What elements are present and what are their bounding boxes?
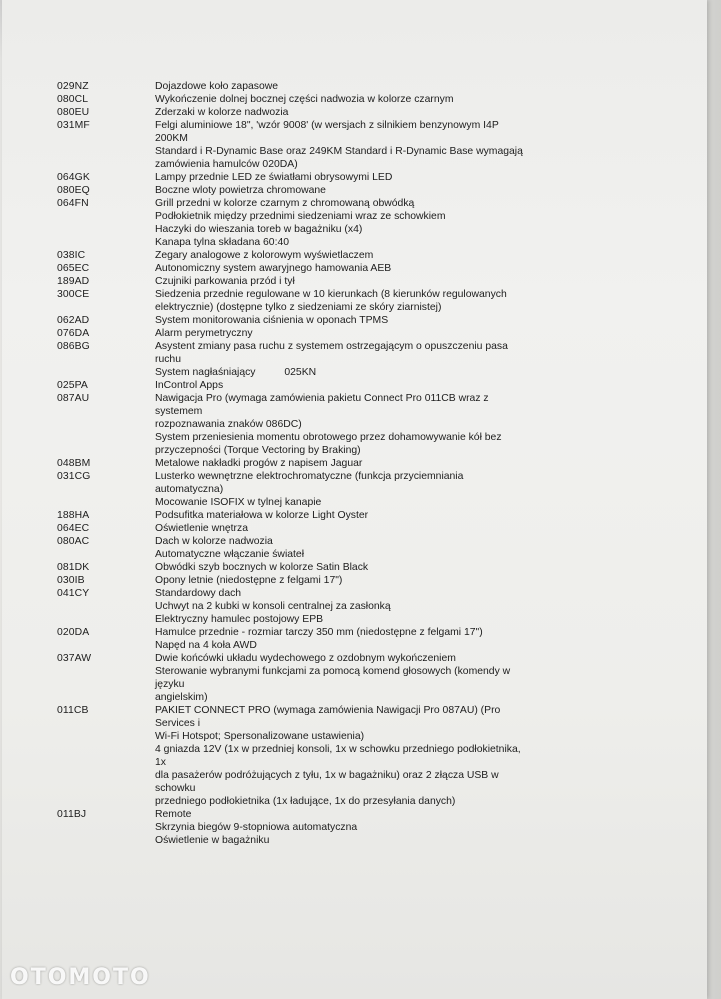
description-line: Hamulce przednie - rozmiar tarczy 350 mm (niedostępne z felgami 17")	[155, 627, 483, 638]
description-line: InControl Apps	[155, 380, 224, 391]
list-item	[2, 210, 562, 223]
option-description	[155, 236, 527, 249]
option-description	[155, 288, 527, 314]
list-item	[2, 184, 562, 197]
option-code: 029NZ	[57, 81, 89, 92]
description-line: Czujniki parkowania przód i tył	[155, 276, 295, 287]
description-line: przedniego podłokietnika (1x ładujące, 1x do przesyłania danych)	[155, 796, 456, 807]
option-description	[155, 171, 527, 184]
option-description	[155, 327, 527, 340]
option-code: 064EC	[57, 523, 90, 534]
description-line: Kanapa tylna składana 60:40	[155, 237, 290, 248]
list-item	[2, 392, 562, 457]
option-code: 086BG	[57, 341, 90, 352]
option-code: 080EU	[57, 107, 90, 118]
list-item	[2, 314, 562, 327]
description-line: Dojazdowe koło zapasowe	[155, 81, 279, 92]
list-item	[2, 509, 562, 522]
option-description	[155, 80, 527, 93]
list-item	[2, 457, 562, 470]
description-line: Haczyki do wieszania toreb w bagażniku (x4)	[155, 224, 363, 235]
list-item	[2, 327, 562, 340]
list-item	[2, 106, 562, 119]
description-line: angielskim)	[155, 692, 208, 703]
description-line: Alarm perymetryczny	[155, 328, 253, 339]
option-code: 011BJ	[57, 809, 87, 820]
option-description	[155, 522, 527, 535]
list-item	[2, 379, 562, 392]
list-item	[2, 522, 562, 535]
option-description	[155, 275, 527, 288]
description-line: Lampy przednie LED ze światłami obrysowymi LED	[155, 172, 393, 183]
description-line: rozpoznawania znaków 086DC)	[155, 419, 302, 430]
option-description	[155, 340, 527, 379]
list-item	[2, 288, 562, 314]
option-description	[155, 379, 527, 392]
equipment-list	[2, 80, 562, 847]
option-code: 025PA	[57, 380, 88, 391]
description-line: Standard i R-Dynamic Base oraz 249KM Standard i R-Dynamic Base wymagają	[155, 146, 523, 157]
option-description	[155, 262, 527, 275]
list-item	[2, 652, 562, 704]
description-line: Wi-Fi Hotspot; Spersonalizowane ustawienia)	[155, 731, 365, 742]
option-code: 011CB	[57, 705, 89, 716]
option-description	[155, 249, 527, 262]
description-line: przyczepności (Torque Vectoring by Braking)	[155, 445, 361, 456]
description-line: elektrycznie) (dostępne tylko z siedzeniami ze skóry ziarnistej)	[155, 302, 442, 313]
description-line: Autonomiczny system awaryjnego hamowania AEB	[155, 263, 392, 274]
description-line: Asystent zmiany pasa ruchu z systemem ostrzegającym o opuszczeniu pasa ruchu	[155, 341, 511, 365]
description-line: Sterowanie wybranymi funkcjami za pomocą komend głosowych (komendy w języku	[155, 666, 514, 690]
list-item	[2, 626, 562, 652]
option-description	[155, 119, 527, 171]
description-line: Metalowe nakładki progów z napisem Jaguar	[155, 458, 363, 469]
list-item	[2, 704, 562, 808]
description-line: Dwie końcówki układu wydechowego z ozdobnym wykończeniem	[155, 653, 456, 664]
list-item	[2, 119, 562, 171]
description-line: Skrzynia biegów 9-stopniowa automatyczna	[155, 822, 358, 833]
description-line: Remote	[155, 809, 192, 820]
description-line: Zderzaki w kolorze nadwozia	[155, 107, 289, 118]
option-code: 065EC	[57, 263, 90, 274]
option-description	[155, 93, 527, 106]
description-line: Wykończenie dolnej bocznej części nadwozia w kolorze czarnym	[155, 94, 454, 105]
list-item	[2, 93, 562, 106]
option-code: 041CY	[57, 588, 90, 599]
description-line: 4 gniazda 12V (1x w przedniej konsoli, 1x w schowku przedniego podłokietnika, 1x	[155, 744, 524, 768]
description-line: Grill przedni w kolorze czarnym z chromowaną obwódką	[155, 198, 415, 209]
description-line: Podłokietnik między przednimi siedzeniami wraz ze schowkiem	[155, 211, 446, 222]
option-description	[155, 704, 527, 808]
list-item	[2, 808, 562, 847]
option-code: 300CE	[57, 289, 90, 300]
option-description	[155, 392, 527, 457]
option-code: 038IC	[57, 250, 86, 261]
option-description	[155, 509, 527, 522]
list-item	[2, 80, 562, 93]
description-line: Elektryczny hamulec postojowy EPB	[155, 614, 324, 625]
option-description	[155, 626, 527, 652]
option-code: 080EQ	[57, 185, 90, 196]
list-item	[2, 275, 562, 288]
option-code: 031MF	[57, 120, 90, 131]
option-code: 080AC	[57, 536, 90, 547]
option-code: 064GK	[57, 172, 90, 183]
option-description	[155, 210, 527, 223]
list-item	[2, 197, 562, 210]
list-item	[2, 340, 562, 379]
description-line: Lusterko wewnętrzne elektrochromatyczne (funkcja przyciemniania automatyczna)	[155, 471, 467, 495]
list-item	[2, 561, 562, 574]
option-code: 189AD	[57, 276, 90, 287]
description-line: Uchwyt na 2 kubki w konsoli centralnej za zasłonką	[155, 601, 391, 612]
description-line: Siedzenia przednie regulowane w 10 kierunkach (8 kierunków regulowanych	[155, 289, 507, 300]
description-line: Obwódki szyb bocznych w kolorze Satin Black	[155, 562, 369, 573]
option-description	[155, 587, 527, 626]
option-description	[155, 808, 527, 847]
description-line: Automatyczne włączanie świateł	[155, 549, 305, 560]
description-line: Mocowanie ISOFIX w tylnej kanapie	[155, 497, 322, 508]
option-code: 020DA	[57, 627, 90, 638]
paper-sheet	[2, 0, 707, 999]
option-code: 188HA	[57, 510, 90, 521]
description-line: Oświetlenie wnętrza	[155, 523, 248, 534]
description-line: PAKIET CONNECT PRO (wymaga zamówienia Nawigacji Pro 087AU) (Pro Services i	[155, 705, 504, 729]
list-item	[2, 587, 562, 626]
description-line: Napęd na 4 koła AWD	[155, 640, 257, 651]
description-line: dla pasażerów podróżujących z tyłu, 1x w bagażniku) oraz 2 złącza USB w schowku	[155, 770, 502, 794]
watermark-logo: OTOMOTO	[10, 965, 151, 990]
option-code: 031CG	[57, 471, 91, 482]
list-item	[2, 470, 562, 509]
description-line: Dach w kolorze nadwozia	[155, 536, 273, 547]
option-description	[155, 223, 527, 236]
option-description	[155, 574, 527, 587]
list-item	[2, 535, 562, 561]
option-description	[155, 106, 527, 119]
list-item	[2, 249, 562, 262]
option-description	[155, 470, 527, 509]
option-code: 087AU	[57, 393, 90, 404]
option-description	[155, 197, 527, 210]
option-code: 037AW	[57, 653, 92, 664]
description-line: Nawigacja Pro (wymaga zamówienia pakietu Connect Pro 011CB wraz z systemem	[155, 393, 492, 417]
option-code: 080CL	[57, 94, 89, 105]
option-description	[155, 652, 527, 704]
option-code: 076DA	[57, 328, 90, 339]
list-item	[2, 574, 562, 587]
description-line: Zegary analogowe z kolorowym wyświetlaczem	[155, 250, 374, 261]
list-item	[2, 236, 562, 249]
option-code: 064FN	[57, 198, 89, 209]
description-line: Opony letnie (niedostępne z felgami 17")	[155, 575, 343, 586]
list-item	[2, 171, 562, 184]
description-line: System monitorowania ciśnienia w oponach TPMS	[155, 315, 389, 326]
option-code: 048BM	[57, 458, 91, 469]
option-description	[155, 457, 527, 470]
option-code: 081DK	[57, 562, 90, 573]
option-description	[155, 184, 527, 197]
description-line: System nagłaśniający 025KN	[155, 367, 317, 378]
list-item	[2, 262, 562, 275]
option-description	[155, 561, 527, 574]
description-line: Oświetlenie w bagażniku	[155, 835, 270, 846]
description-line: Felgi aluminiowe 18", 'wzór 9008' (w wersjach z silnikiem benzynowym I4P 200KM	[155, 120, 502, 144]
description-line: Podsufitka materiałowa w kolorze Light Oyster	[155, 510, 369, 521]
description-line: Standardowy dach	[155, 588, 242, 599]
option-description	[155, 535, 527, 561]
description-line: Boczne wloty powietrza chromowane	[155, 185, 326, 196]
option-code: 030IB	[57, 575, 85, 586]
option-code: 062AD	[57, 315, 90, 326]
description-line: System przeniesienia momentu obrotowego przez dohamowywanie kół bez	[155, 432, 502, 443]
list-item	[2, 223, 562, 236]
description-line: zamówienia hamulców 020DA)	[155, 159, 298, 170]
option-description	[155, 314, 527, 327]
